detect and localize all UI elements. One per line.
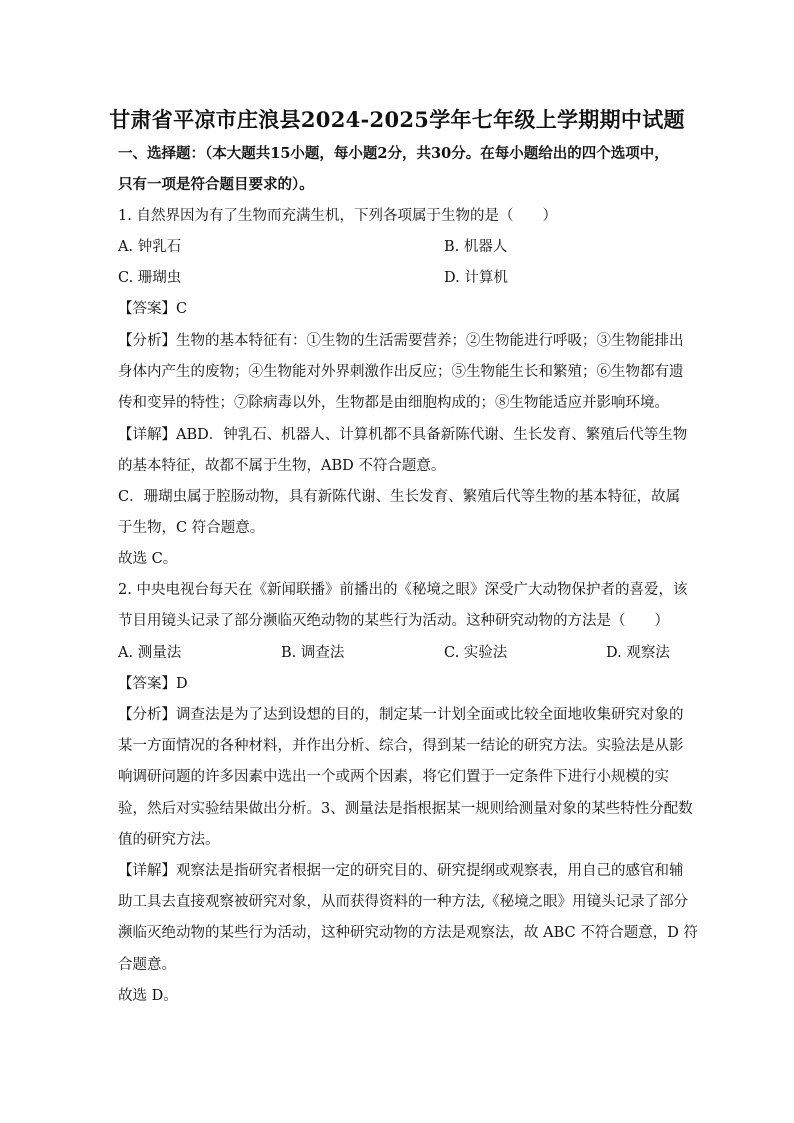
- q1-detail-line: C．珊瑚虫属于腔肠动物，具有新陈代谢、生长发育、繁殖后代等生物的基本特征，故属: [118, 489, 681, 505]
- q2-option-b: B. 调查法: [281, 645, 345, 661]
- q1-stem: 1. 自然界因为有了生物而充满生机，下列各项属于生物的是（ ）: [118, 208, 557, 224]
- q2-analysis-line: 【分析】调查法是为了达到设想的目的，制定某一计划全面或比较全面地收集研究对象的: [118, 707, 684, 723]
- q1-analysis-line: 身体内产生的废物；④生物能对外界刺激作出反应；⑤生物能生长和繁殖；⑥生物都有遗: [118, 364, 684, 380]
- q1-detail-line: 的基本特征，故都不属于生物，ABD 不符合题意。: [118, 458, 446, 474]
- q1-analysis-line: 【分析】生物的基本特征有：①生物的生活需要营养；②生物能进行呼吸；③生物能排出: [118, 333, 684, 349]
- q2-detail-line: 濒临灭绝动物的某些行为活动，这种研究动物的方法是观察法，故 ABC 不符合题意，D 符: [118, 925, 698, 941]
- q1-option-d: D. 计算机: [444, 270, 508, 286]
- q2-option-a: A. 测量法: [118, 645, 182, 661]
- q1-conclusion: 故选 C。: [118, 551, 178, 567]
- q2-analysis-line: 某一方面情况的各种材料，并作出分析、综合，得到某一结论的研究方法。实验法是从影: [118, 738, 684, 754]
- q1-detail-line: 【详解】ABD．钟乳石、机器人、计算机都不具备新陈代谢、生长发育、繁殖后代等生物: [118, 427, 688, 443]
- q2-option-d: D. 观察法: [606, 645, 670, 661]
- q2-analysis-line: 验，然后对实验结果做出分析。3、测量法是指根据某一规则给测量对象的某些特性分配数: [118, 801, 693, 817]
- q2-detail-line: 【详解】观察法是指研究者根据一定的研究目的、研究提纲或观察表，用自己的感官和辅: [118, 863, 684, 879]
- section-heading-line-1: 一、选择题：（本大题共15小题，每小题2分，共30分。在每小题给出的四个选项中，: [118, 145, 669, 162]
- q2-analysis-line: 值的研究方法。: [118, 832, 220, 848]
- q1-option-a: A. 钟乳石: [118, 239, 182, 255]
- q2-stem-line: 节目用镜头记录了部分濒临灭绝动物的某些行为活动。这种研究动物的方法是（ ）: [118, 613, 669, 629]
- q2-conclusion: 故选 D。: [118, 988, 178, 1004]
- q2-stem-line: 2. 中央电视台每天在《新闻联播》前播出的《秘境之眼》深受广大动物保护者的喜爱，该: [118, 582, 688, 598]
- page-title: 甘肃省平凉市庄浪县2024-2025学年七年级上学期期中试题: [109, 107, 685, 132]
- q2-detail-line: 助工具去直接观察被研究对象，从而获得资料的一种方法,《秘境之眼》用镜头记录了部分: [118, 894, 689, 910]
- q1-option-b: B. 机器人: [444, 239, 508, 255]
- q1-option-c: C. 珊瑚虫: [118, 270, 182, 286]
- q1-analysis-line: 传和变异的特性；⑦除病毒以外，生物都是由细胞构成的；⑧生物能适应并影响环境。: [118, 395, 669, 411]
- q2-detail-line: 合题意。: [118, 957, 176, 973]
- q2-answer: 【答案】D: [118, 676, 188, 692]
- q1-detail-line: 于生物，C 符合题意。: [118, 520, 265, 536]
- q2-option-c: C. 实验法: [444, 645, 508, 661]
- q2-analysis-line: 响调研问题的许多因素中选出一个或两个因素，将它们置于一定条件下进行小规模的实: [118, 769, 669, 785]
- q1-answer: 【答案】C: [118, 301, 188, 317]
- section-heading-line-2: 只有一项是符合题目要求的）。: [118, 176, 314, 193]
